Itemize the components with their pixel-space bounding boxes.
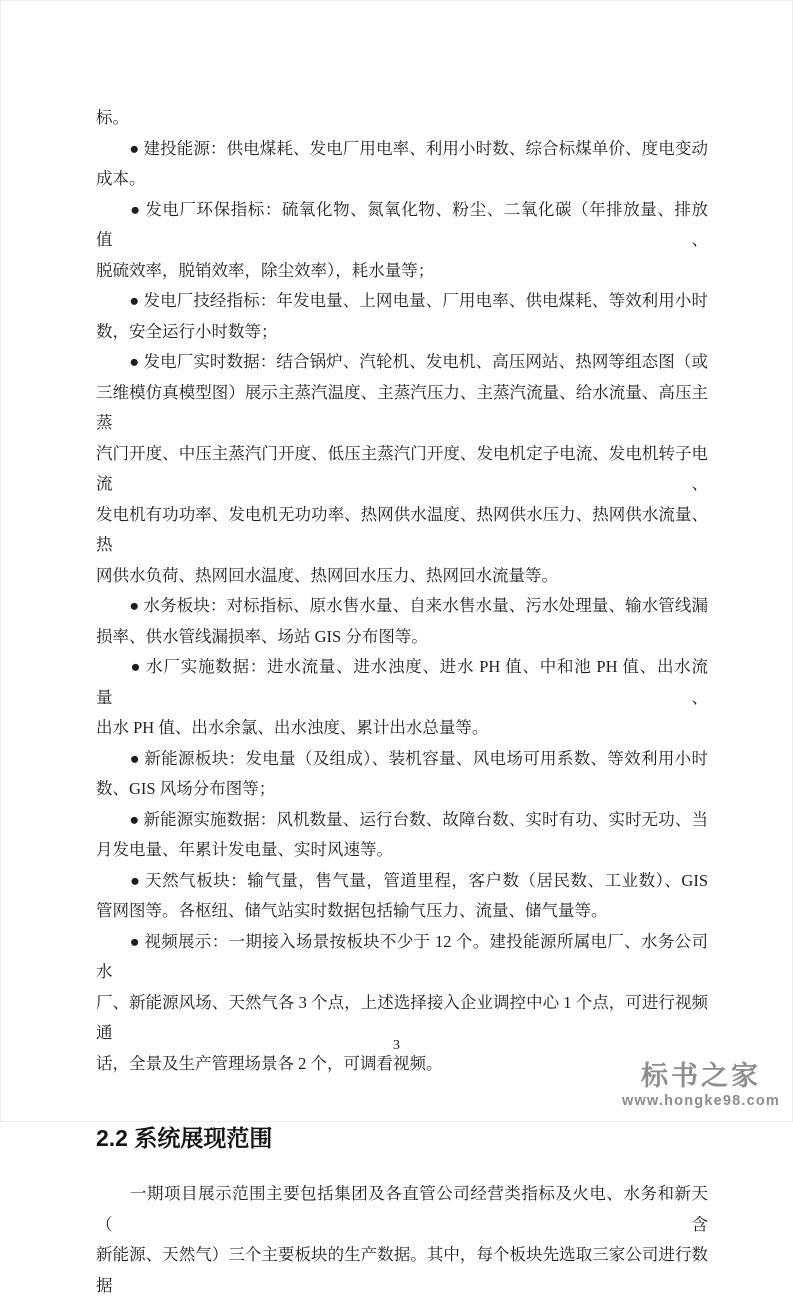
text-line: 话，全景及生产管理场景各 2 个，可调看视频。 [96,1053,443,1073]
section-heading: 2.2 系统展现范围 [96,1125,273,1151]
text-line: 汽门开度、中压主蒸汽门开度、低压主蒸汽门开度、发电机定子电流、发电机转子电流、 [96,443,708,493]
text-line: ● 水务板块：对标指标、原水售水量、自来水售水量、污水处理量、输水管线漏 [96,596,708,615]
text-line: 三维模仿真模型图）展示主蒸汽温度、主蒸汽压力、主蒸汽流量、给水流量、高压主蒸 [96,382,708,432]
text-line: 厂、新能源风场、天然气各 3 个点，上述选择接入企业调控中心 1 个点，可进行视频通 [96,992,708,1042]
text-line: 网供水负荷、热网回水温度、热网回水压力、热网回水流量等。 [96,565,558,585]
text-line: 成本。 [96,169,146,188]
text-line: 一期项目展示范围主要包括集团及各直管公司经营类指标及火电、水务和新天（含 [96,1184,708,1234]
text-line: ● 建投能源：供电煤耗、发电厂用电率、利用小时数、综合标煤单价、度电变动 [96,138,708,158]
text-line: 新能源、天然气）三个主要板块的生产数据。其中，每个板块先选取三家公司进行数据 [96,1245,708,1295]
text-line: 数、GIS 风场分布图等； [96,779,276,798]
text-line: ● 发电厂技经指标：年发电量、上网电量、厂用电率、供电煤耗、等效利用小时 [96,291,708,310]
text-line: 管网图等。各枢纽、储气站实时数据包括输气压力、流量、储气量等。 [96,901,608,920]
text-line: ● 视频展示：一期接入场景按板块不少于 12 个。建投能源所属电厂、水务公司水 [96,931,708,981]
watermark-url: www.hongke98.com [621,1093,781,1109]
text-line: ● 水厂实施数据：进水流量、进水浊度、进水 PH 值、中和池 PH 值、出水流量、 [96,657,708,707]
text-line: ● 发电厂环保指标：硫氧化物、氮氧化物、粉尘、二氧化碳（年排放量、排放值、 [96,199,708,249]
text-line: 脱硫效率，脱销效率，除尘效率），耗水量等； [96,260,435,280]
watermark [616,1062,786,1109]
text-line: 标。 [96,108,129,127]
section-paragraph [96,1179,708,1301]
watermark-brand-logo: 标书之家 [641,1060,761,1091]
text-line: 出水 PH 值、出水余氯、出水浊度、累计出水总量等。 [96,718,489,737]
text-line: ● 新能源板块：发电量（及组成）、装机容量、风电场可用系数、等效利用小时 [96,748,708,768]
text-line: ● 发电厂实时数据：结合锅炉、汽轮机、发电机、高压网站、热网等组态图（或 [96,352,708,371]
text-line: 损率、供水管线漏损率、场站 GIS 分布图等。 [96,626,428,646]
text-line: 数，安全运行小时数等； [96,321,278,341]
document-body [96,103,708,1079]
page-number: 3 [393,1038,400,1053]
text-line: 发电机有功功率、发电机无功功率、热网供水温度、热网供水压力、热网供水流量、热 [96,504,708,554]
text-line: 月发电量、年累计发电量、实时风速等。 [96,840,393,859]
document-content [96,103,708,1301]
text-line: ● 新能源实施数据：风机数量、运行台数、故障台数、实时有功、实时无功、当 [96,809,708,829]
text-line: ● 天然气板块：输气量，售气量，管道里程，客户数（居民数、工业数）、GIS [96,870,708,890]
